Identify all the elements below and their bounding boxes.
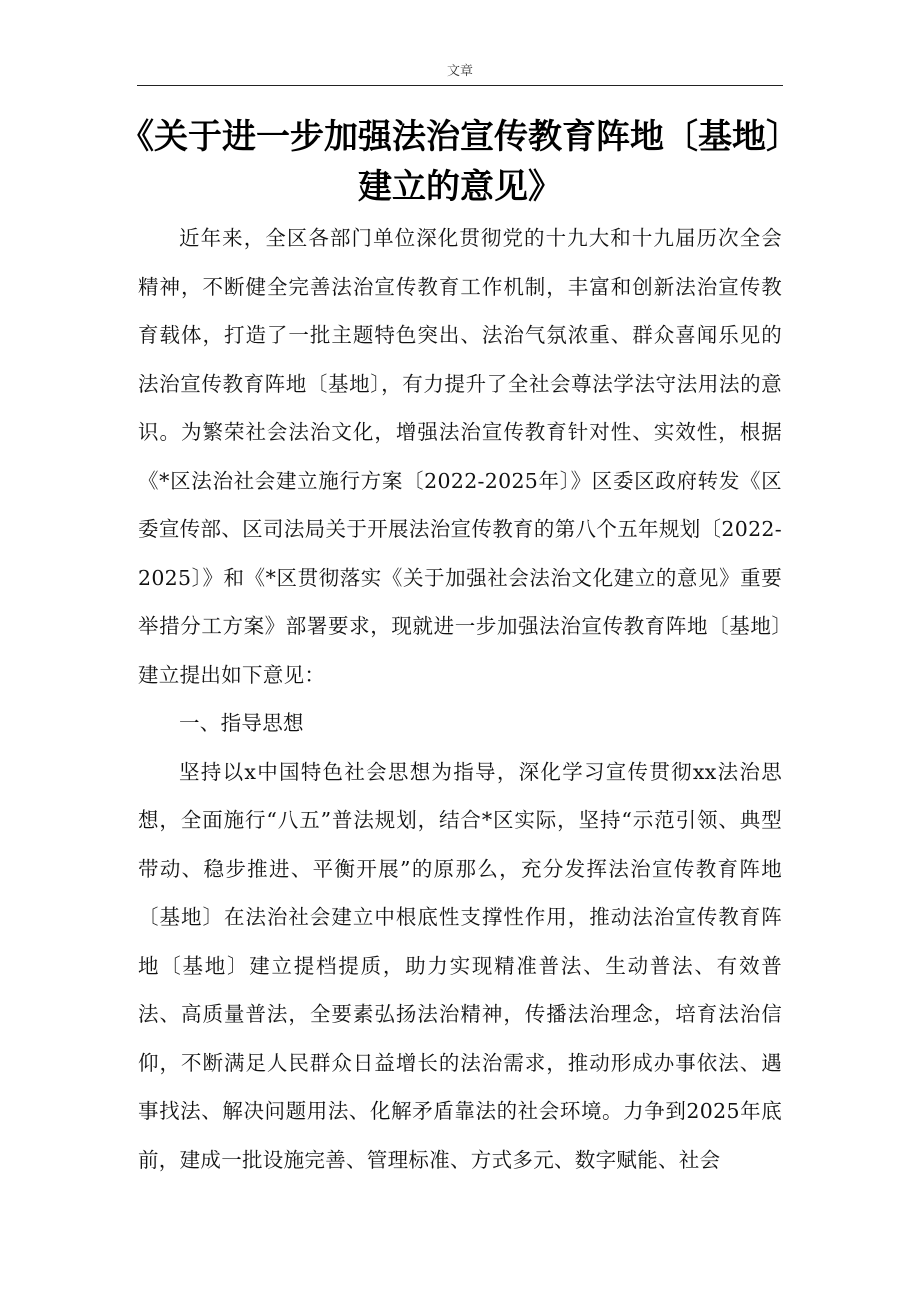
intro-paragraph: 近年来，全区各部门单位深化贯彻党的十九大和十九届历次全会精神，不断健全完善法治宣传教育工作机制，丰富和创新法治宣传教育载体，打造了一批主题特色突出、法治气氛浓重、群众喜闻乐见的法治宣传教育阵地〔基地〕，有力提升了全社会尊法学法守法用法的意识。为繁荣社会法治文化，增强法治宣传教育针对性、实效性，根据《*区法治社会建立施行方案〔2022-2025年〕》区委区政府转发《区委宣传部、区司法局关于开展法治宣传教育的第八个五年规划〔2022-2025〕》和《*区贯彻落实《关于加强社会法治文化建立的意见》重要举措分工方案》部署要求，现就进一步加强法治宣传教育阵地〔基地〕建立提出如下意见： [138, 226, 782, 687]
section-heading-guiding-ideology: 一、指导思想 [179, 711, 304, 735]
page-header: 文章 [446, 64, 473, 79]
document-title [120, 112, 800, 212]
title-line-1: 《关于进一步加强法治宣传教育阵地〔基地〕 [120, 117, 800, 157]
document-body [138, 214, 782, 1184]
header-divider [137, 85, 783, 86]
guiding-ideology-paragraph: 坚持以x中国特色社会思想为指导，深化学习宣传贯彻xx法治思想，全面施行“八五”普法规划，结合*区实际，坚持“示范引领、典型带动、稳步推进、平衡开展”的原那么，充分发挥法治宣传教育阵地〔基地〕在法治社会建立中根底性支撑性作用，推动法治宣传教育阵地〔基地〕建立提档提质，助力实现精准普法、生动普法、有效普法、高质量普法，全要素弘扬法治精神，传播法治理念，培育法治信仰，不断满足人民群众日益增长的法治需求，推动形成办事依法、遇事找法、解决问题用法、化解矛盾靠法的社会环境。力争到2025年底前，建成一批设施完善、管理标准、方式多元、数字赋能、社会 [138, 759, 782, 1172]
title-line-2: 建立的意见》 [358, 167, 562, 207]
